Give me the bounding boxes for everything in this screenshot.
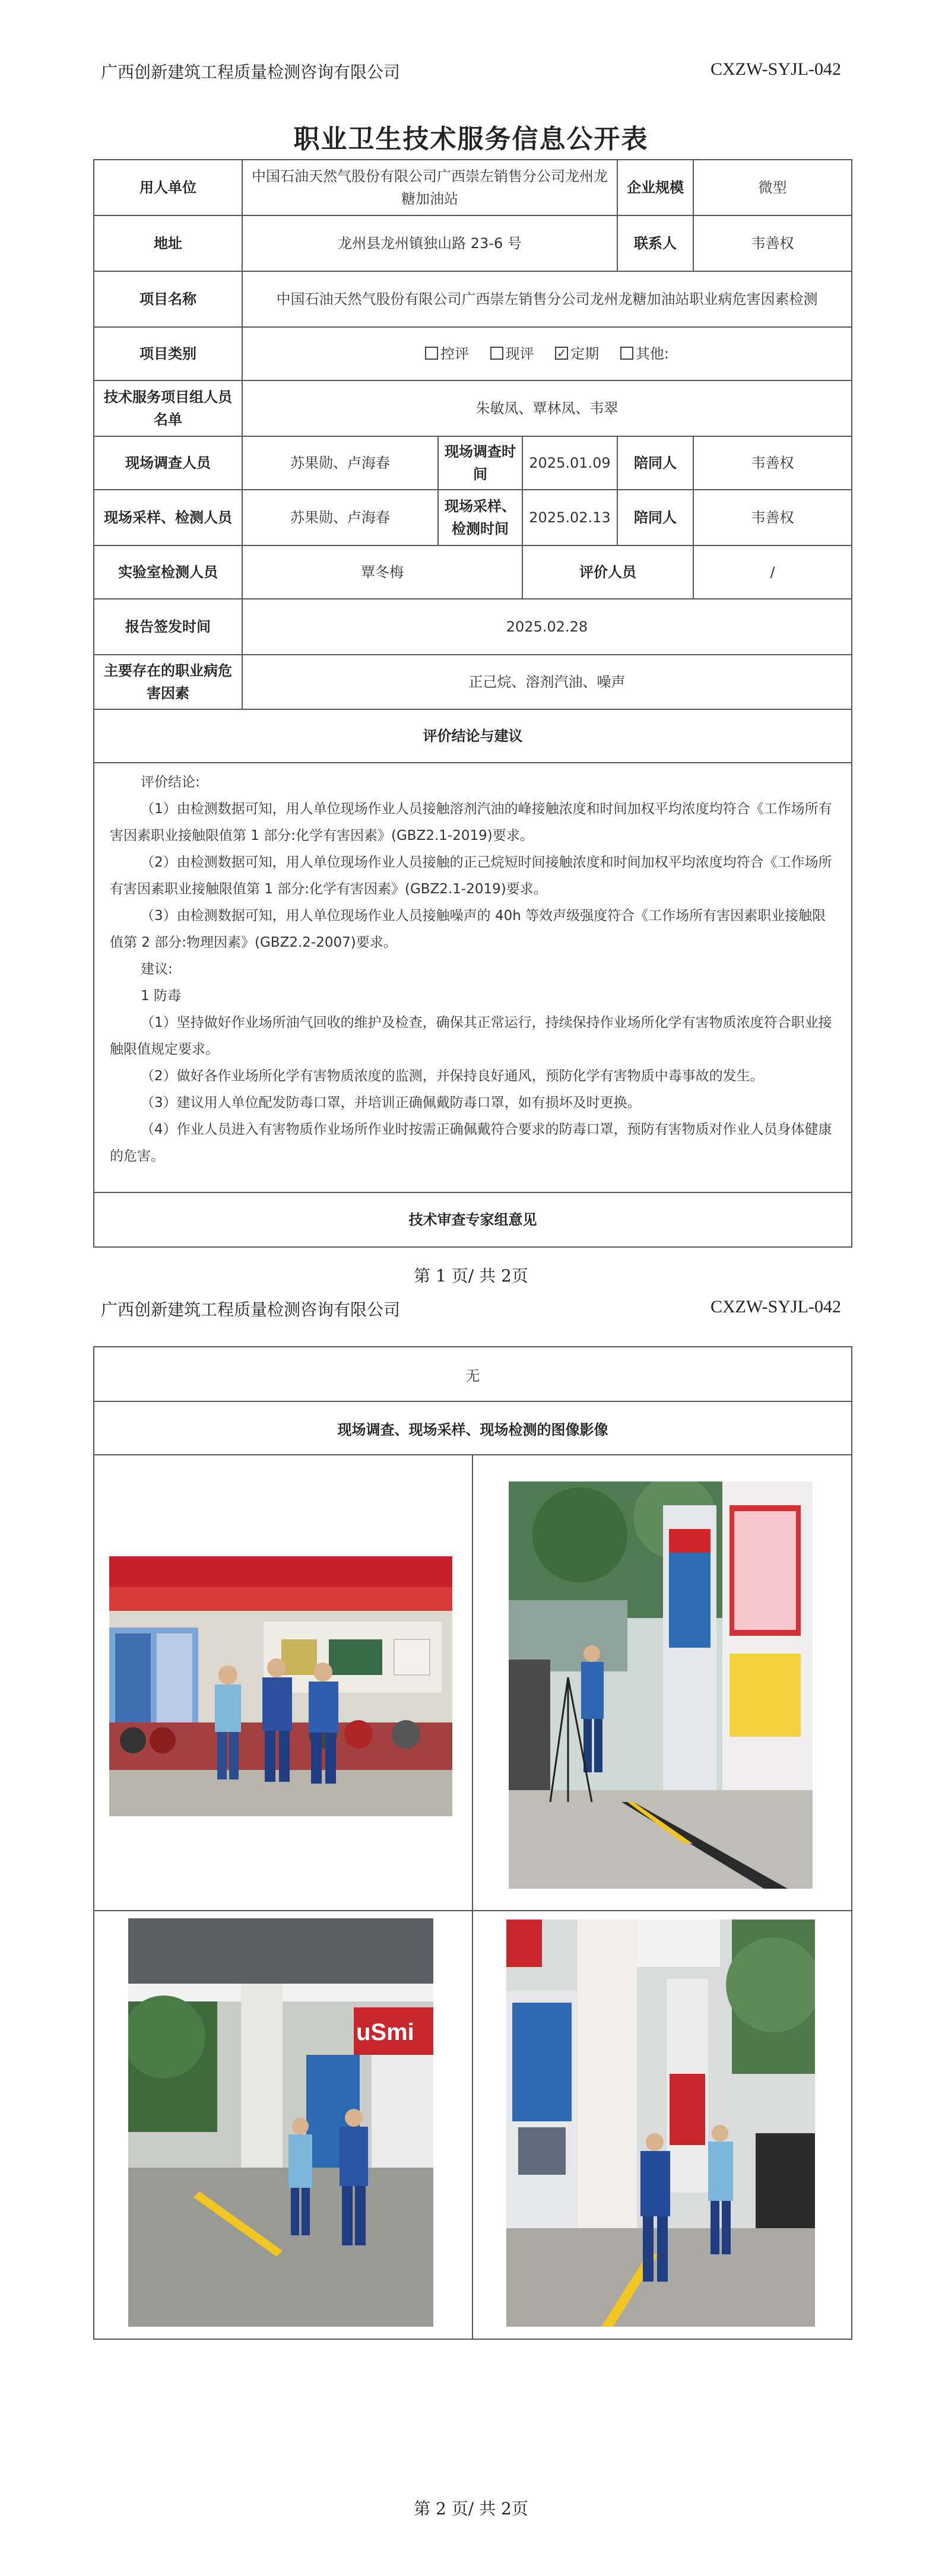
address-value: 龙州县龙州镇独山路 23-6 号 xyxy=(242,215,617,271)
document-code: CXZW-SYJL-042 xyxy=(711,1297,841,1316)
document-code: CXZW-SYJL-042 xyxy=(711,59,841,79)
survey-staff-label: 现场调查人员 xyxy=(94,436,242,490)
photo-sign-text: uSmi xyxy=(356,2019,414,2045)
evaluator-label: 评价人员 xyxy=(522,545,693,599)
suggestion-item-2: （2）做好各作业场所化学有害物质浓度的监测，并保持良好通风，预防化学有害物质中毒事故的发生。 xyxy=(141,1068,764,1084)
accompany2-label: 陪同人 xyxy=(617,490,693,545)
page-header xyxy=(101,59,841,83)
conclusion-intro: 评价结论: xyxy=(141,775,200,790)
survey-time-value: 2025.01.09 xyxy=(522,436,617,490)
employer-label: 用人单位 xyxy=(94,160,242,215)
conclusion-body xyxy=(94,763,852,1192)
suggestion-item-3: （3）建议用人单位配发防毒口罩，并培训正确佩戴防毒口罩，如有损坏及时更换。 xyxy=(141,1095,641,1111)
suggestion-item-1: （1）坚持做好作业场所油气回收的维护及检查，确保其正常运行，持续保持作业场所化学有害物质浓度符合职业接触限值规定要求。 xyxy=(110,1015,832,1057)
option-control-eval: 控评 xyxy=(425,345,469,362)
page2-footer: 第 2 页/ 共 2页 xyxy=(414,2499,528,2518)
info-table xyxy=(93,159,852,1248)
expert-opinion-value: 无 xyxy=(94,1347,852,1401)
photo-site-detection-pump xyxy=(506,1920,815,2327)
conclusion-item-1: （1）由检测数据可知，用人单位现场作业人员接触溶剂汽油的峰接触浓度和时间加权平均浓度均符合《工作场所有害因素职业接触限值第 1 部分:化学有害因素》(GBZ2.1-2019)要求。 xyxy=(110,801,832,843)
project-name-value: 中国石油天然气股份有限公司广西崇左销售分公司龙州龙糖加油站职业病危害因素检测 xyxy=(242,271,852,327)
conclusion-item-3: （3）由检测数据可知，用人单位现场作业人员接触噪声的 40h 等效声级强度符合《工作场所有害因素职业接触限值第 2 部分:物理因素》(GBZ2.2-2007)要求。 xyxy=(110,908,826,950)
sampling-time-value: 2025.02.13 xyxy=(522,490,617,545)
company-name: 广西创新建筑工程质量检测咨询有限公司 xyxy=(101,1300,401,1319)
team-value: 朱敏凤、覃林凤、韦翠 xyxy=(242,380,852,436)
hazards-label: 主要存在的职业病危害因素 xyxy=(94,655,242,709)
report-time-value: 2025.02.28 xyxy=(242,599,852,655)
survey-staff-value: 苏果勋、卢海春 xyxy=(242,436,438,490)
conclusion-item-2: （2）由检测数据可知，用人单位现场作业人员接触的正己烷短时间接触浓度和时间加权平均浓度均符合《工作场所有害因素职业接触限值第 1 部分:化学有害因素》(GBZ2.1-2019)要求。 xyxy=(110,855,832,897)
survey-time-label: 现场调查时间 xyxy=(438,436,522,490)
sampling-staff-label: 现场采样、检测人员 xyxy=(94,490,242,545)
page2-header xyxy=(101,1297,841,1321)
contact-value: 韦善权 xyxy=(693,215,852,271)
expert-opinion-header: 技术审查专家组意见 xyxy=(94,1192,852,1247)
contact-label: 联系人 xyxy=(617,215,693,271)
project-type-options xyxy=(242,327,852,380)
accompany2-value: 韦善权 xyxy=(693,490,852,545)
lab-staff-label: 实验室检测人员 xyxy=(94,545,242,599)
team-label: 技术服务项目组人员名单 xyxy=(94,380,242,436)
accompany-value: 韦善权 xyxy=(693,436,852,490)
checkbox-checked-icon: ✓ xyxy=(555,347,568,360)
suggestion-item-4: （4）作业人员进入有害物质作业场所作业时按需正确佩戴符合要求的防毒口罩，预防有害物质对作业人员身体健康的危害。 xyxy=(110,1122,832,1164)
evaluator-value: / xyxy=(693,545,852,599)
accompany-label: 陪同人 xyxy=(617,436,693,490)
option-other: 其他: xyxy=(620,345,669,362)
checkbox-icon xyxy=(620,347,633,360)
checkbox-icon xyxy=(490,347,503,360)
company-name: 广西创新建筑工程质量检测咨询有限公司 xyxy=(101,62,401,82)
photo-site-survey-shop xyxy=(109,1556,452,1816)
option-current-eval: 现评 xyxy=(490,345,534,362)
project-name-label: 项目名称 xyxy=(94,271,242,327)
conclusion-header: 评价结论与建议 xyxy=(94,709,852,763)
scale-value: 微型 xyxy=(693,160,852,215)
images-header: 现场调查、现场采样、现场检测的图像影像 xyxy=(94,1401,852,1455)
hazards-value: 正己烷、溶剂汽油、噪声 xyxy=(242,655,852,709)
address-label: 地址 xyxy=(94,215,242,271)
suggestion-section-title: 1 防毒 xyxy=(141,988,181,1004)
project-type-label: 项目类别 xyxy=(94,327,242,380)
page1-footer: 第 1 页/ 共 2页 xyxy=(414,1266,528,1286)
photo-site-sampling-canopy xyxy=(128,1918,433,2327)
option-periodic: ✓ 定期 xyxy=(555,345,599,362)
scale-label: 企业规模 xyxy=(617,160,693,215)
page-title: 职业卫生技术服务信息公开表 xyxy=(293,124,649,154)
checkbox-icon xyxy=(425,347,438,360)
sampling-staff-value: 苏果勋、卢海春 xyxy=(242,490,438,545)
report-time-label: 报告签发时间 xyxy=(94,599,242,655)
photo-site-sampling-pump xyxy=(509,1481,813,1889)
lab-staff-value: 覃冬梅 xyxy=(242,545,522,599)
employer-value: 中国石油天然气股份有限公司广西崇左销售分公司龙州龙糖加油站 xyxy=(242,160,617,215)
sampling-time-label: 现场采样、检测时间 xyxy=(438,490,522,545)
suggestion-intro: 建议: xyxy=(141,962,173,977)
